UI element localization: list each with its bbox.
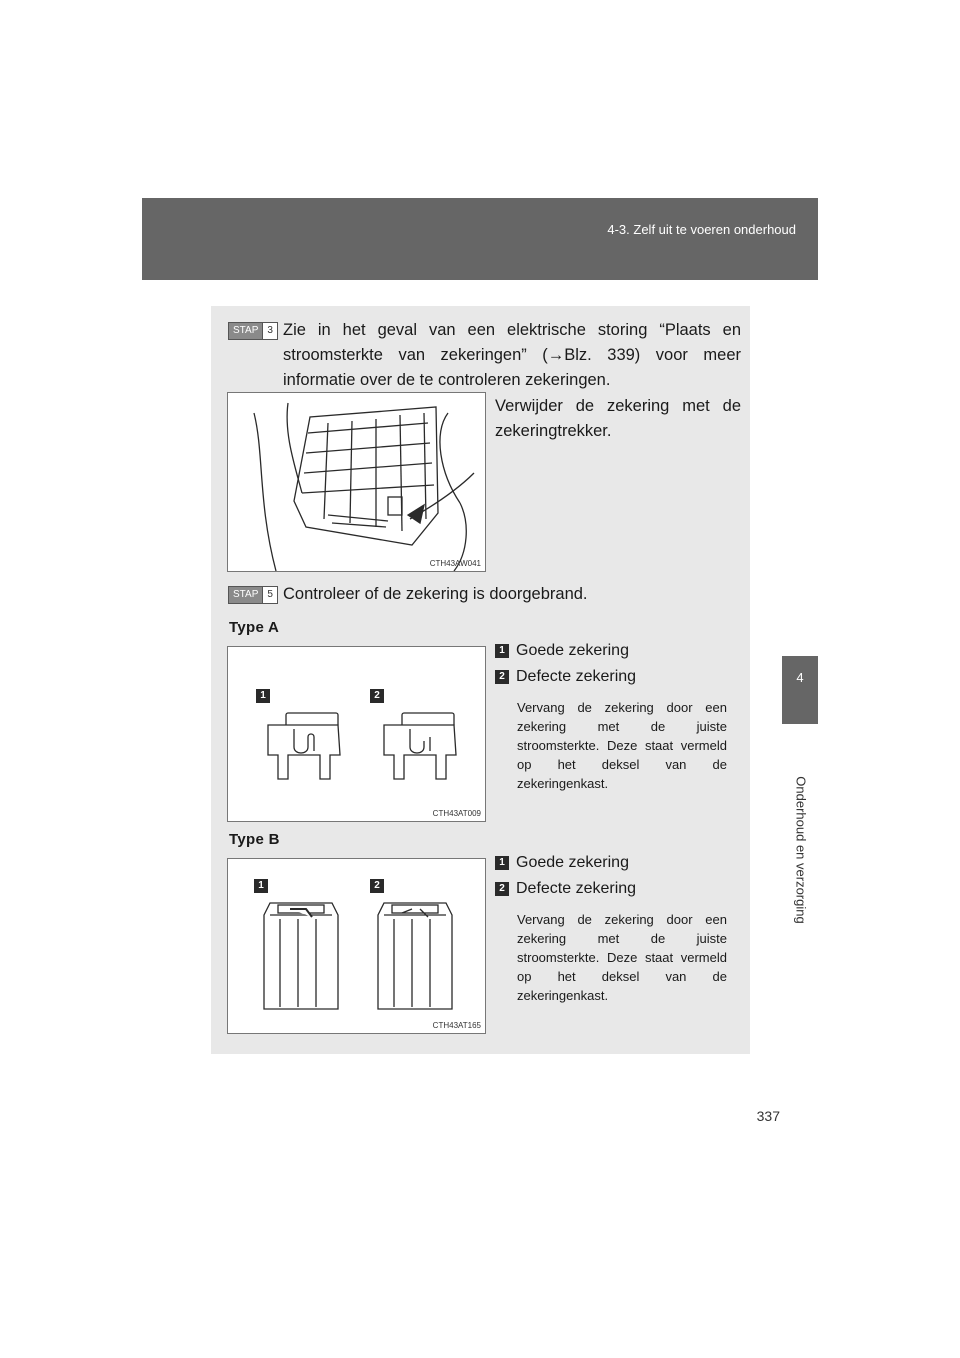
step-word: STAP [233, 589, 259, 600]
step-5-text: Controleer of de zekering is doorgebrand. [283, 585, 588, 603]
type-a-fuse-illustration [227, 646, 486, 822]
blade-fuses-drawing [228, 647, 485, 821]
step-4-text: Verwijder de zekering met de zekeringtrekker. [495, 397, 741, 440]
type-a-note: Vervang de zekering door een zekering met de juiste stroomsterkte. Deze staat vermeld op het deksel van de zekeringenkast. [517, 700, 727, 791]
marker-2: 2 [370, 689, 384, 703]
figure-code: CTH43AT165 [432, 1021, 481, 1030]
item-label: Defecte zekering [516, 668, 637, 685]
step-word: STAP [233, 325, 259, 336]
marker-2: 2 [495, 670, 509, 684]
figure-code: CTH43AW041 [429, 559, 481, 568]
step-number: 5 [262, 587, 277, 603]
step-5-badge [228, 586, 278, 604]
marker-1: 1 [495, 856, 509, 870]
chapter-tab [782, 656, 818, 724]
step-number: 3 [262, 323, 277, 339]
marker-2: 2 [495, 882, 509, 896]
type-a-heading: Type A [229, 619, 280, 636]
item-label: Goede zekering [516, 642, 629, 659]
type-b-fuse-illustration [227, 858, 486, 1034]
item-label: Goede zekering [516, 854, 629, 871]
fuse-box-illustration [227, 392, 486, 572]
type-b-heading: Type B [229, 831, 280, 848]
type-b-item-1 [495, 854, 629, 872]
content-panel [211, 306, 750, 1054]
marker-2: 2 [370, 879, 384, 893]
type-a-item-2 [495, 668, 636, 686]
type-b-note: Vervang de zekering door een zekering met de juiste stroomsterkte. Deze staat vermeld op het deksel van de zekeringenkast. [517, 912, 727, 1003]
marker-1: 1 [256, 689, 270, 703]
type-b-item-2 [495, 880, 636, 898]
fuse-box-drawing [228, 393, 485, 571]
step-3-badge [228, 322, 278, 340]
marker-1: 1 [495, 644, 509, 658]
chapter-label-container [756, 740, 846, 960]
section-title: 4-3. Zelf uit te voeren onderhoud [607, 222, 796, 237]
step-3-text: Zie in het geval van een elektrische storing “Plaats en stroomsterkte van zekeringen” (→Blz. 339) voor meer informatie over de te controleren zekeringen. [283, 321, 741, 389]
chapter-number: 4 [796, 670, 804, 685]
page-number: 337 [756, 1108, 780, 1124]
section-header-bar [142, 198, 818, 280]
type-a-item-1 [495, 642, 629, 660]
item-label: Defecte zekering [516, 880, 637, 897]
chapter-label: Onderhoud en verzorging [793, 776, 809, 924]
marker-1: 1 [254, 879, 268, 893]
figure-code: CTH43AT009 [432, 809, 481, 818]
